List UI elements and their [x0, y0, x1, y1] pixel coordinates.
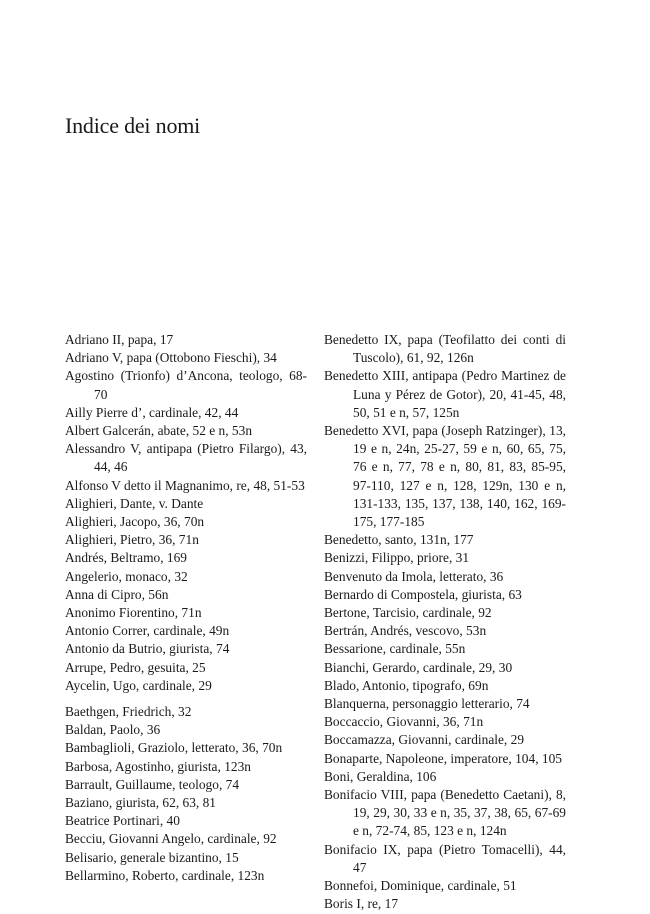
index-entry: Beatrice Portinari, 40	[65, 813, 180, 829]
index-column-right	[324, 331, 566, 914]
index-entry: Benvenuto da Imola, letterato, 36	[324, 568, 504, 584]
index-entry: Bambaglioli, Graziolo, letterato, 36, 70n	[65, 740, 283, 756]
index-entry: Alfonso V detto il Magnanimo, re, 48, 51-53	[65, 477, 305, 493]
index-entry: Bonifacio IX, papa (Pietro Tomacelli), 44, 47	[324, 841, 566, 875]
index-entry: Bernardo di Compostela, giurista, 63	[324, 586, 522, 602]
index-entry: Benedetto XVI, papa (Joseph Ratzinger), 13, 19 e n, 24n, 25-27, 59 e n, 60, 65, 75, 76 e n, 77, 78 e n, 80, 81, 83, 85-95, 97-110, 127 e n, 128, 129n, 130 e n, 131-133, 135, 137, 138, 140, 162, 169-175, 177-185	[324, 423, 566, 530]
index-entry: Bessarione, cardinale, 55n	[324, 641, 466, 657]
index-entry: Becciu, Giovanni Angelo, cardinale, 92	[65, 831, 277, 847]
index-entry: Adriano V, papa (Ottobono Fieschi), 34	[65, 350, 277, 366]
index-entry: Barrault, Guillaume, teologo, 74	[65, 776, 240, 792]
index-entry: Alessandro V, antipapa (Pietro Filargo), 43, 44, 46	[65, 441, 307, 475]
index-entry: Bonnefoi, Dominique, cardinale, 51	[324, 878, 517, 894]
index-entry: Benedetto XIII, antipapa (Pedro Martinez de Luna y Pérez de Gotor), 20, 41-45, 48, 50, 51 e n, 57, 125n	[324, 368, 566, 420]
index-entry: Angelerio, monaco, 32	[65, 568, 188, 584]
index-entry: Benedetto, santo, 131n, 177	[324, 532, 474, 548]
index-entry: Ailly Pierre d’, cardinale, 42, 44	[65, 404, 239, 420]
index-entry: Bianchi, Gerardo, cardinale, 29, 30	[324, 659, 513, 675]
index-entry: Boccamazza, Giovanni, cardinale, 29	[324, 732, 525, 748]
index-entry: Bonaparte, Napoleone, imperatore, 104, 105	[324, 750, 562, 766]
index-entry: Baldan, Paolo, 36	[65, 722, 161, 738]
index-entry: Belisario, generale bizantino, 15	[65, 849, 239, 865]
index-entry: Bertrán, Andrés, vescovo, 53n	[324, 623, 487, 639]
index-entry: Bonifacio VIII, papa (Benedetto Caetani), 8, 19, 29, 30, 33 e n, 35, 37, 38, 65, 67-69 e n, 72-74, 85, 123 e n, 124n	[324, 787, 566, 839]
index-column-left	[65, 331, 307, 885]
index-entry: Aycelin, Ugo, cardinale, 29	[65, 677, 212, 693]
index-entry: Arrupe, Pedro, gesuita, 25	[65, 659, 206, 675]
index-entry: Baziano, giurista, 62, 63, 81	[65, 795, 216, 811]
index-entry: Bertone, Tarcisio, cardinale, 92	[324, 605, 492, 621]
index-entry: Boccaccio, Giovanni, 36, 71n	[324, 714, 484, 730]
index-entry: Alighieri, Jacopo, 36, 70n	[65, 514, 205, 530]
index-entry: Blanquerna, personaggio letterario, 74	[324, 696, 530, 712]
index-entry: Albert Galcerán, abate, 52 e n, 53n	[65, 423, 253, 439]
index-entry: Barbosa, Agostinho, giurista, 123n	[65, 758, 251, 774]
index-entry: Agostino (Trionfo) d’Ancona, teologo, 68-70	[65, 368, 307, 402]
index-entry: Baethgen, Friedrich, 32	[65, 704, 192, 720]
index-entry: Adriano II, papa, 17	[65, 332, 174, 347]
index-entry: Blado, Antonio, tipografo, 69n	[324, 677, 489, 693]
index-entry: Boris I, re, 17	[324, 896, 399, 912]
index-entry: Boni, Geraldina, 106	[324, 768, 437, 784]
index-entry: Alighieri, Dante, v. Dante	[65, 495, 204, 511]
index-entry: Antonio da Butrio, giurista, 74	[65, 641, 230, 657]
index-entry: Alighieri, Pietro, 36, 71n	[65, 532, 199, 548]
index-entry: Anonimo Fiorentino, 71n	[65, 605, 202, 621]
index-entry: Andrés, Beltramo, 169	[65, 550, 187, 566]
index-entry: Benizzi, Filippo, priore, 31	[324, 550, 470, 566]
index-entry: Bellarmino, Roberto, cardinale, 123n	[65, 867, 265, 883]
index-entry: Anna di Cipro, 56n	[65, 586, 169, 602]
page-title: Indice dei nomi	[65, 113, 201, 138]
index-entry: Antonio Correr, cardinale, 49n	[65, 623, 230, 639]
index-entry: Benedetto IX, papa (Teofilatto dei conti di Tuscolo), 61, 92, 126n	[324, 332, 566, 366]
